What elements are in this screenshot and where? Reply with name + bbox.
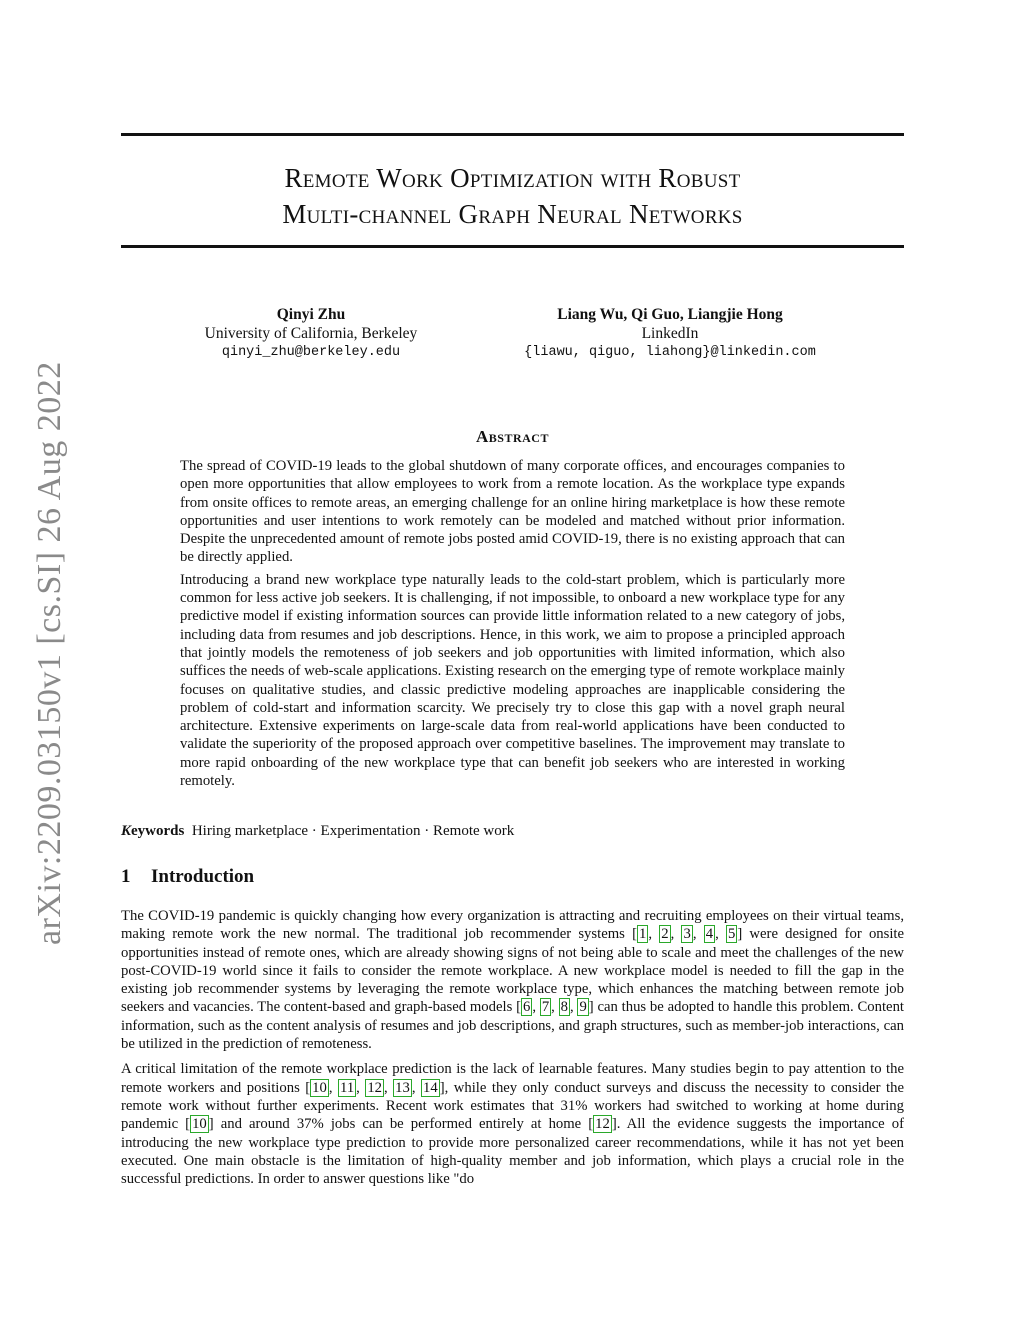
citation-link[interactable]: 5 <box>727 926 736 943</box>
author-affiliation: LinkedIn <box>641 325 699 342</box>
citation-link[interactable]: 10 <box>192 1116 207 1133</box>
citation-link[interactable]: 7 <box>541 999 550 1016</box>
citation-link[interactable]: 11 <box>340 1079 355 1096</box>
citation-link[interactable]: 3 <box>683 926 691 943</box>
citation-link[interactable]: 9 <box>579 999 587 1016</box>
text-run: ], while they only conduct surveys and discuss the necessity to consider the remote work without further experiments. Recent work estimates that 31% workers had switched to working at home during pandemic [ <box>121 1079 904 1133</box>
author-name: Liang Wu, Qi Guo, Liangjie Hong <box>557 306 783 323</box>
text-run: ] and around 37% jobs can be performed entirely at home [ <box>208 1116 594 1133</box>
introduction-body <box>121 907 904 1195</box>
text-run: ] can thus be adopted to handle this problem. Content information, such as the content analysis of resumes and job descriptions, and graph structures, such as member-job interactions, can be utilized in the prediction of remoteness. <box>121 999 904 1053</box>
title-rule-bottom <box>121 245 904 248</box>
title-rule-top <box>121 133 904 136</box>
author-name: Qinyi Zhu <box>276 306 346 323</box>
author-email[interactable]: qinyi_zhu@berkeley.edu <box>221 345 401 360</box>
intro-paragraph-2: A critical limitation of the remote workplace prediction is the lack of learnable features. Many studies begin to pay attention to the remote workers and positions [ 10 , 11 , 12 , 13 , 14 ], while they only conduct surveys and discuss the necessity to consider the remote work without further experiments. Recent work estimates that 31% workers had switched to working at home during pandemic [ 10 ] and around 37% jobs can be performed entirely at home [ 12 ]. All the evidence suggests the importance of introducing the new workplace type prediction to provide more personalized career recommendations, while it has not yet been executed. One main obstacle is the limitation of high-quality member and job information, which plays a crucial role in the successful predictions. In order to answer questions like "do <box>121 1061 904 1188</box>
citation-link[interactable]: 14 <box>423 1079 438 1096</box>
citation-link[interactable]: 4 <box>705 926 714 943</box>
citation-link[interactable]: 6 <box>523 999 531 1016</box>
citation-link[interactable]: 12 <box>367 1079 383 1096</box>
citation-link[interactable]: 2 <box>661 926 669 943</box>
keywords-label-k: K <box>121 823 132 839</box>
keywords-label <box>121 823 184 839</box>
keywords-line <box>121 823 514 840</box>
author-block-linkedin <box>490 305 850 362</box>
author-affiliation: University of California, Berkeley <box>204 325 418 342</box>
title-line-1: Remote Work Optimization with Robust <box>284 163 741 193</box>
section-title: Introduction <box>151 866 255 887</box>
text-run: A critical limitation of the remote workplace prediction is the lack of learnable features. Many studies begin to pay attention to the remote workers and positions [ <box>121 1061 904 1096</box>
text-run: ]. All the evidence suggests the importance of introducing the new workplace type prediction to provide more personalized career recommendations, while it has not yet been executed. One main obstacle is the limitation of high-quality member and job information, which plays a crucial role in the successful predictions. In order to answer questions like "do <box>121 1116 904 1188</box>
keywords-label-rest: eywords <box>131 823 185 839</box>
citation-link[interactable]: 13 <box>395 1079 410 1096</box>
arxiv-identifier-stamp: arXiv:2209.03150v1 [cs.SI] 26 Aug 2022 <box>31 361 68 945</box>
abstract-paragraph-1: The spread of COVID-19 leads to the global shutdown of many corporate offices, and encourages companies to open more opportunities that allow employees to work from a remote location. As the workplace type expands from onsite offices to remote areas, an emerging challenge for an online hiring marketplace is how these remote opportunities and user intentions to work remotely can be modeled and matched without prior information. Despite the unprecedented amount of remote jobs posted amid COVID-19, there is no existing approach that can be directly applied. <box>180 458 845 566</box>
author-block-berkeley <box>180 305 442 362</box>
abstract-heading: Abstract <box>476 427 549 446</box>
paper-title <box>121 160 904 232</box>
section-heading-introduction <box>121 866 254 888</box>
abstract-body <box>180 457 845 794</box>
citation-link[interactable]: 10 <box>312 1079 327 1096</box>
intro-paragraph-1: The COVID-19 pandemic is quickly changing how every organization is attracting and recruiting employees on their virtual teams, making remote work the new normal. The traditional job recommender systems [ 1 , 2 , 3 , 4 , 5 ] were designed for onsite opportunities instead of remote ones, which are already showing signs of not being able to scale and meet the challenges of the new post-COVID-19 world since it fails to consider the remote workplace. A new workplace model is needed to fill the gap in the existing job recommender systems by leveraging the remote workplace type, which enhances the matching between remote job seekers and vacancies. The content-based and graph-based models [ 6 , 7 , 8 , 9 ] can thus be adopted to handle this problem. Content information, such as the content analysis of resumes and job descriptions, and graph structures, such as member-job interactions, can be utilized in the prediction of remoteness. <box>121 908 905 1053</box>
citation-link[interactable]: 1 <box>638 926 647 943</box>
citation-link[interactable]: 8 <box>560 999 568 1016</box>
citation-link[interactable]: 12 <box>595 1116 610 1133</box>
abstract-paragraph-2: Introducing a brand new workplace type naturally leads to the cold-start problem, which is particularly more common for less active job seekers. It is challenging, if not impossible, to onboard a new workplace type for any predictive model if existing information sources can provide little information related to a new category of jobs, including data from resumes and job descriptions. Hence, in this work, we aim to propose a principled approach that jointly models the remoteness of job seekers and job opportunities with limited information, which also suffices the needs of web-scale applications. Existing research on the emerging type of remote workplace mainly focuses on qualitative studies, and classic predictive modeling approaches are inapplicable considering the problem of cold-start and information scarcity. We precisely try to close this gap with a novel graph neural architecture. Extensive experiments on large-scale data from real-world applications have been conducted to validate the superiority of the proposed approach over competitive baselines. The improvement may translate to more rapid onboarding of the new workplace type that can benefit job seekers who are interested in working remotely. <box>180 571 845 790</box>
text-run: ] were designed for onsite opportunities instead of remote ones, which are already showing signs of not being able to scale and meet the challenges of the new post-COVID-19 world since it fails to consider the remote workplace. A new workplace model is needed to fill the gap in the existing job recommender systems by leveraging the remote workplace type, which enhances the matching between remote job seekers and vacancies. The content-based and graph-based models [ <box>121 926 905 1016</box>
keywords-list: Hiring marketplace · Experimentation · Remote work <box>191 823 515 839</box>
section-number: 1 <box>121 866 131 887</box>
text-run: The COVID-19 pandemic is quickly changing how every organization is attracting and recruiting employees on their virtual teams, making remote work the new normal. The traditional job recommender systems [ <box>121 908 904 943</box>
title-line-2: Multi-channel Graph Neural Networks <box>282 199 743 229</box>
author-email[interactable]: {liawu, qiguo, liahong}@linkedin.com <box>524 345 816 360</box>
